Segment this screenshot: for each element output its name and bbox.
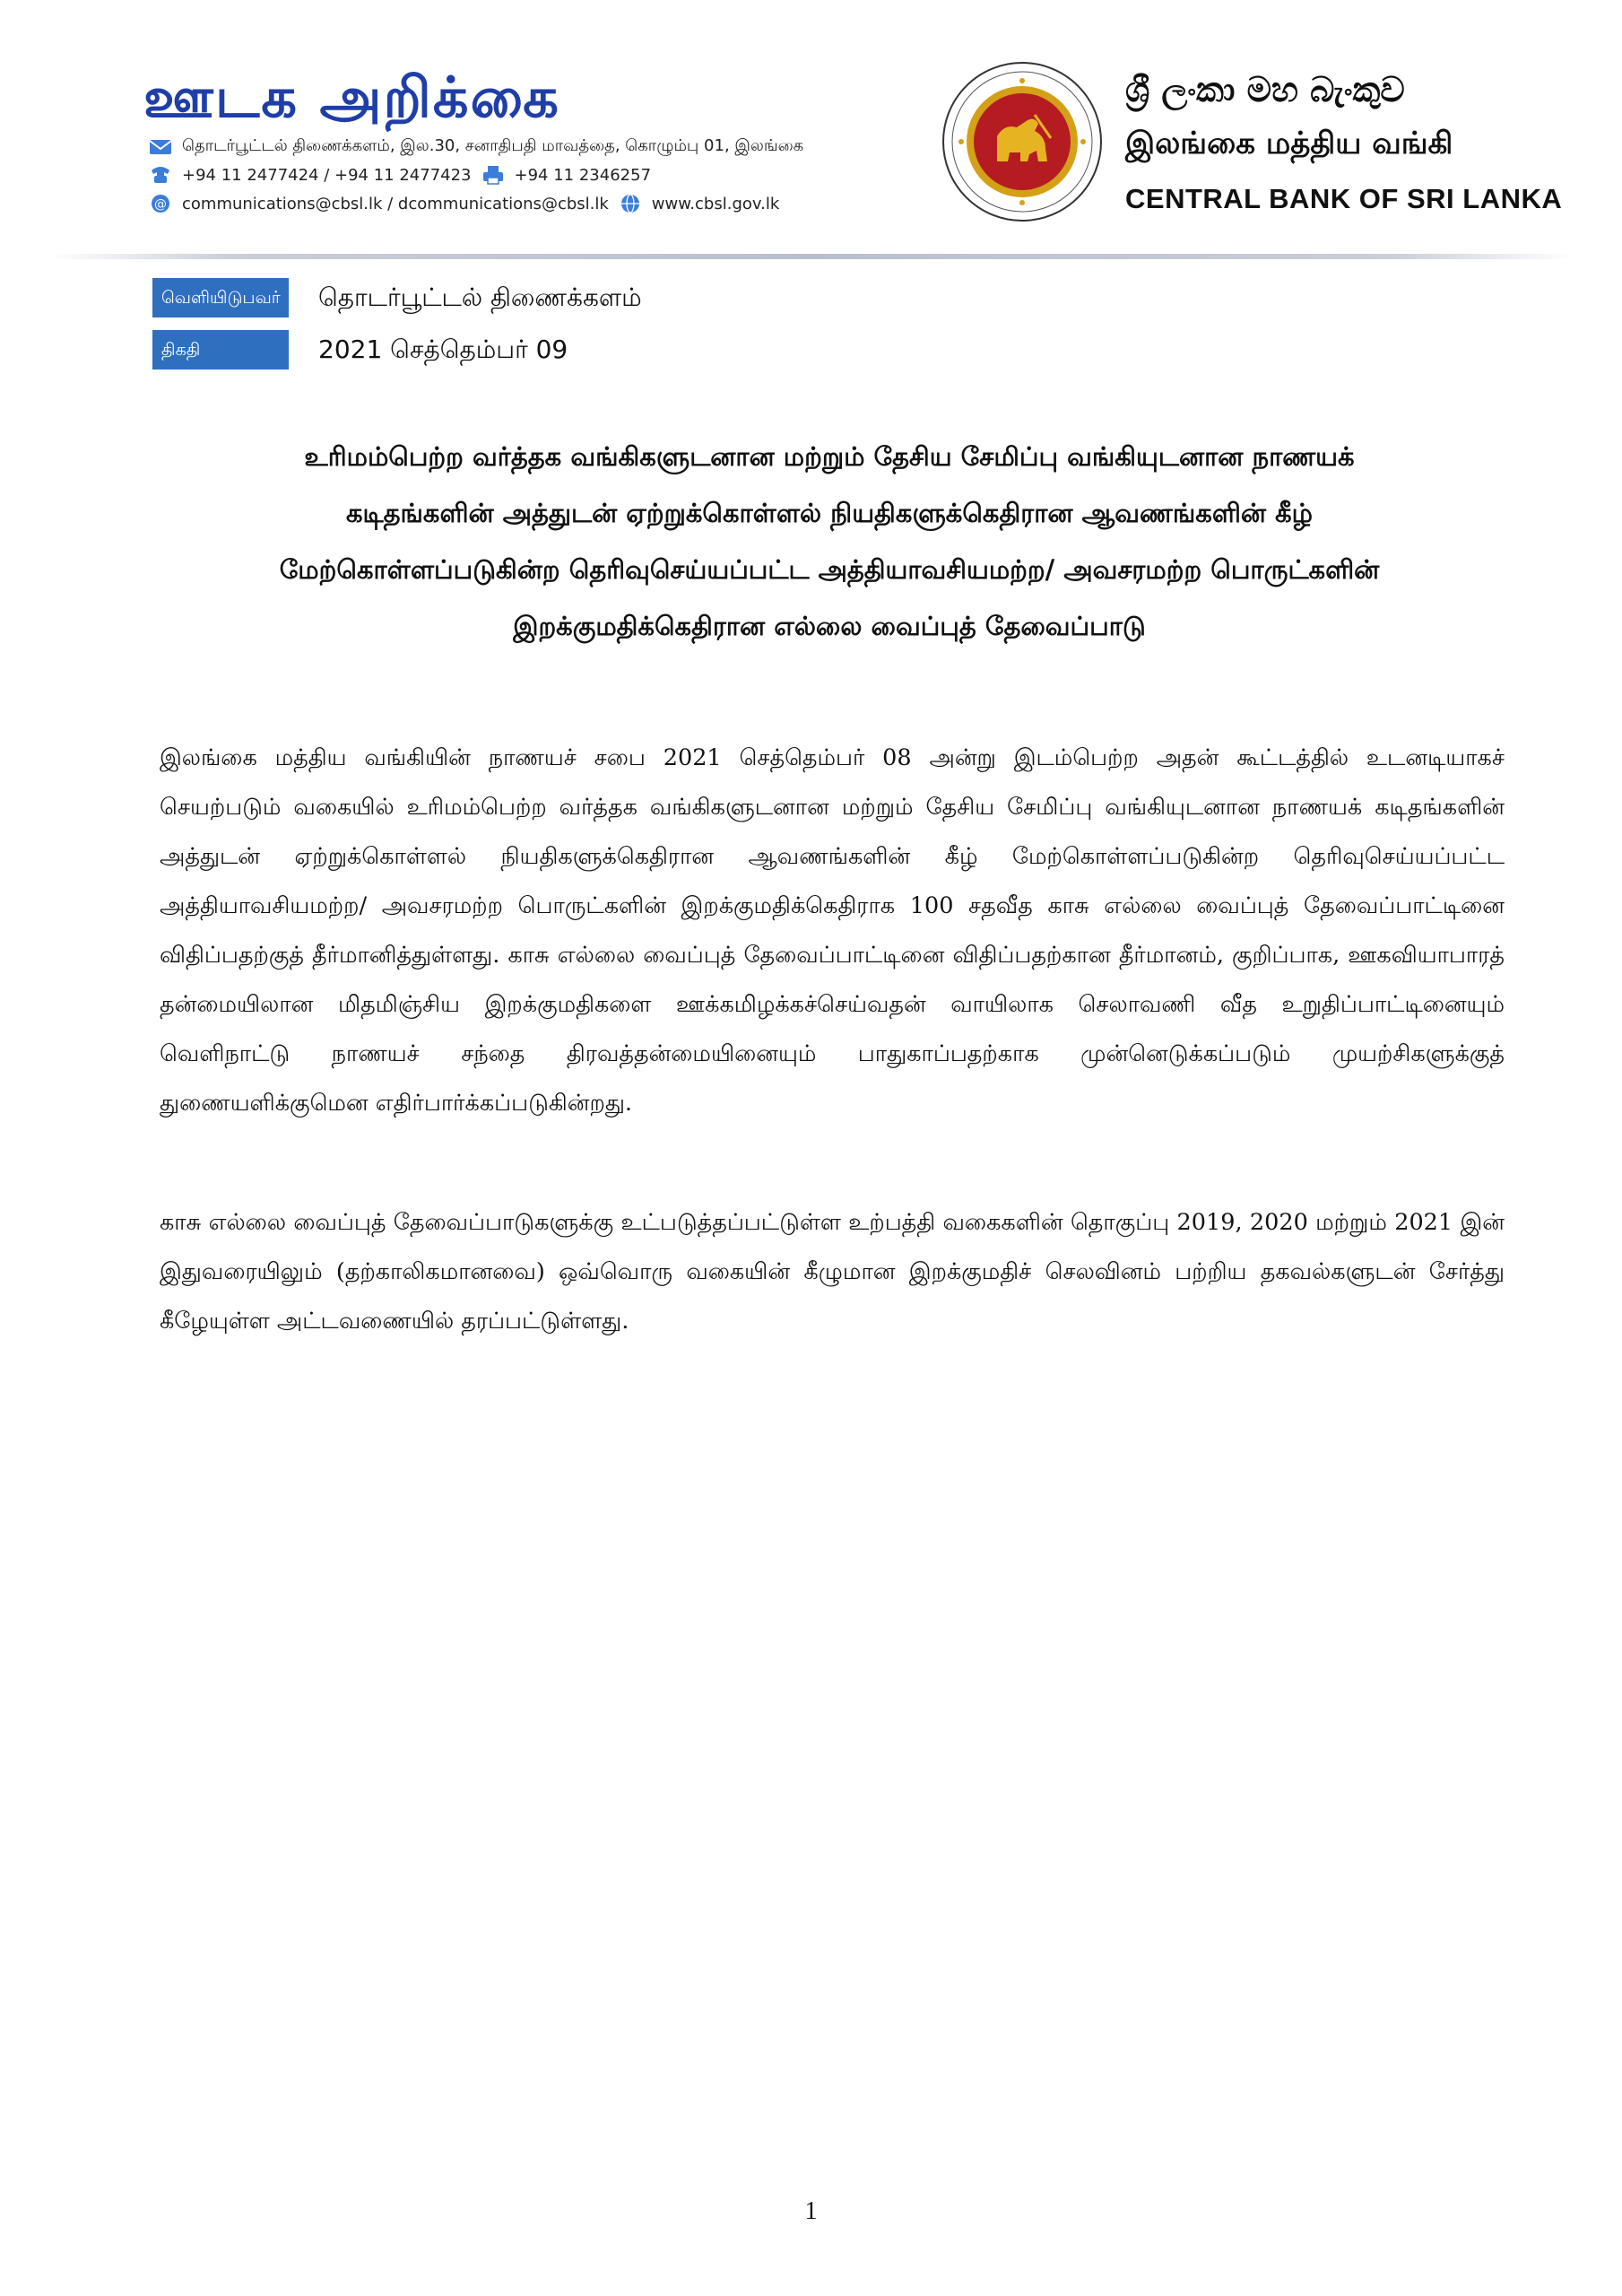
email-text[interactable]: communications@cbsl.lk / dcommunications@cbsl.lk: [182, 194, 609, 213]
title-line: மேற்கொள்ளப்படுகின்ற தெரிவுசெய்யப்பட்ட அத்தியாவசியமற்ற/ அவசரமற்ற பொருட்களின்: [279, 554, 1380, 585]
phone-text: +94 11 2477424 / +94 11 2477423: [182, 165, 472, 185]
cbsl-seal-icon: [941, 61, 1103, 222]
email-icon: [148, 137, 173, 157]
issued-by-label: வெளியிடுபவர்: [152, 278, 289, 317]
contact-web: [148, 194, 779, 213]
at-icon: [148, 194, 173, 213]
bank-name-tamil: இலங்கை மத்திய வங்கி: [1125, 126, 1453, 161]
date-value: 2021 செத்தெம்பர் 09: [318, 335, 568, 364]
fax-icon: [481, 165, 506, 185]
bank-name-english: CENTRAL BANK OF SRI LANKA: [1125, 183, 1563, 214]
press-release-title: ஊடக அறிக்கை: [143, 65, 560, 130]
header-divider: [49, 254, 1574, 259]
title-line: இறக்குமதிக்கெதிரான எல்லை வைப்புத் தேவைப்பாடு: [513, 611, 1146, 641]
body-paragraph: இலங்கை மத்திய வங்கியின் நாணயச் சபை 2021 செத்தெம்பர் 08 அன்று இடம்பெற்ற அதன் கூட்டத்தில் உடனடியாகச் செயற்படும் வகையில் உரிமம்பெற்ற வர்த்தக வங்கிகளுடனான மற்றும் தேசிய சேமிப்பு வங்கியுடனான நாணயக் கடிதங்களின் அத்துடன் ஏற்றுக்கொள்ளல் நியதிகளுக்கெதிரான ஆவணங்களின் கீழ் மேற்கொள்ளப்படுகின்ற தெரிவுசெய்யப்பட்ட அத்தியாவசியமற்ற/ அவசரமற்ற பொருட்களின் இறக்குமதிக்கெதிராக 100 சதவீத காசு எல்லை வைப்புத் தேவைப்பாட்டினை விதிப்பதற்குத் தீர்மானித்துள்ளது. காசு எல்லை வைப்புத் தேவைப்பாட்டினை விதிப்பதற்கான தீர்மானம், குறிப்பாக, ஊகவியாபாரத் தன்மையிலான மிதமிஞ்சிய இறக்குமதிகளை ஊக்கமிழக்கச்செய்வதன் வாயிலாக செலாவணி வீத உறுதிப்பாட்டினையும் வெளிநாட்டு நாணயச் சந்தை திரவத்தன்மையினையும் பாதுகாப்பதற்காக முன்னெடுக்கப்படும் முயற்சிகளுக்குத் துணையளிக்குமென எதிர்பார்க்கப்படுகின்றது.: [160, 744, 1505, 1117]
body-paragraph: காசு எல்லை வைப்புத் தேவைப்பாடுகளுக்கு உட்படுத்தப்பட்டுள்ள உற்பத்தி வகைகளின் தொகுப்பு 2019, 2020 மற்றும் 2021 இன் இதுவரையிலும் (தற்காலிகமானவை) ஒவ்வொரு வகையின் கீழுமான இறக்குமதிச் செலவினம் பற்றிய தகவல்களுடன் சேர்த்து கீழேயுள்ள அட்டவணையில் தரப்பட்டுள்ளது.: [160, 1209, 1505, 1335]
release-title: [179, 429, 1479, 655]
contact-phone: [148, 165, 651, 185]
title-line: கடிதங்களின் அத்துடன் ஏற்றுக்கொள்ளல் நியதிகளுக்கெதிரான ஆவணங்களின் கீழ்: [345, 498, 1314, 528]
globe-icon: [618, 194, 643, 213]
address-text: தொடர்பூட்டல் திணைக்களம், இல.30, சனாதிபதி மாவத்தை, கொழும்பு 01, இலங்கை: [182, 136, 804, 155]
phone-icon: [148, 165, 173, 185]
issued-by-value: தொடர்பூட்டல் திணைக்களம்: [318, 283, 642, 312]
title-line: உரிமம்பெற்ற வர்த்தக வங்கிகளுடனான மற்றும் தேசிய சேமிப்பு வங்கியுடனான நாணயக்: [304, 441, 1355, 472]
contact-address: [148, 136, 803, 157]
date-label: திகதி: [152, 330, 289, 370]
website-link[interactable]: www.cbsl.gov.lk: [651, 194, 780, 213]
fax-text: +94 11 2346257: [514, 165, 652, 185]
svg-text:@: @: [154, 197, 167, 212]
bank-name-sinhala: ශ්‍රී ලංකා මහ බැංකුව: [1125, 70, 1405, 109]
letterhead: [0, 0, 1622, 260]
page-number: 1: [804, 2197, 818, 2225]
